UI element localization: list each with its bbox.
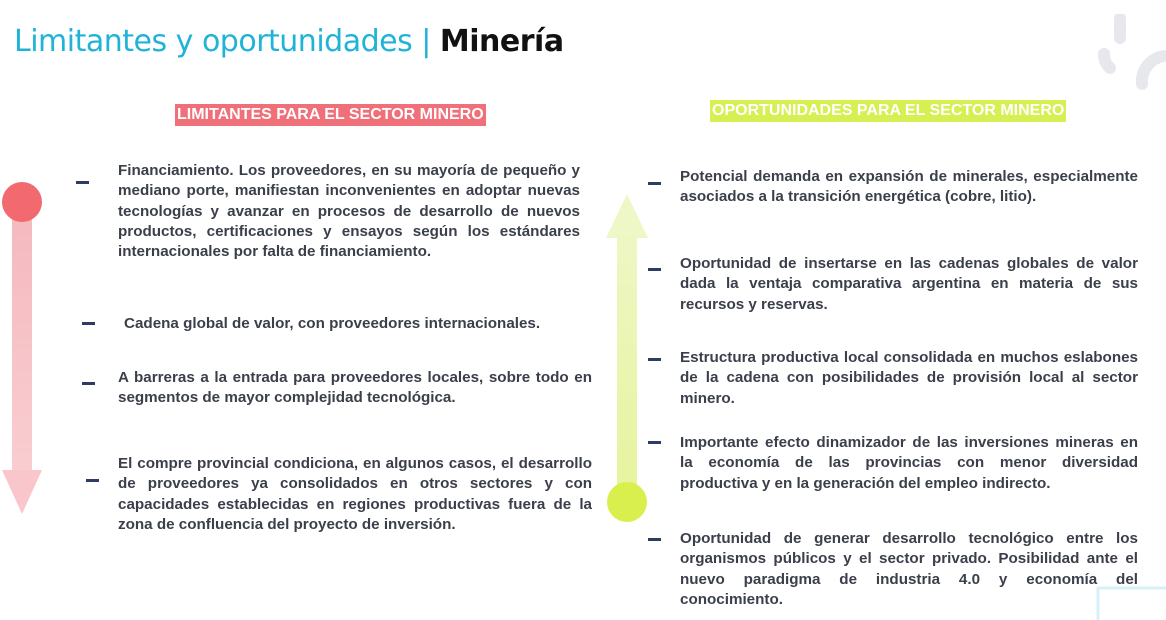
limitante-item: A barreras a la entrada para proveedores locales, sobre todo en segmentos de mayor complejidad tecnológica. [118, 369, 592, 407]
bullet-dash [82, 382, 95, 385]
bullet-dash [648, 268, 661, 271]
bullet-dash [86, 479, 99, 482]
limitante-item: Financiamiento. Los proveedores, en su mayoría de pequeño y mediano porte, manifiestan inconvenientes en adoptar nuevas tecnologías y avanzar en procesos de desarrollo de nuevos productos, certificaciones y ensayos según los estándares internacionales por falta de financiamiento. [118, 162, 580, 261]
bullet-dash [648, 358, 661, 361]
oportunidad-item: Oportunidad de generar desarrollo tecnológico entre los organismos públicos y el sector privado. Posibilidad ante el nuevo paradigma de industria 4.0 y economía del conocimiento. [680, 530, 1138, 608]
oportunidad-item: Estructura productiva local consolidada en muchos eslabones de la cadena con posibilidades de provisión local al sector minero. [680, 349, 1138, 407]
oportunidad-item: Oportunidad de insertarse en las cadenas globales de valor dada la ventaja comparativa argentina en materia de sus recursos y reservas. [680, 255, 1138, 313]
oportunidad-item: Potencial demanda en expansión de minerales, especialmente asociados a la transición energética (cobre, litio). [680, 168, 1138, 206]
bullet-dash [82, 322, 95, 325]
brand-logo-icon [1096, 14, 1166, 104]
limitante-item: Cadena global de valor, con proveedores internacionales. [124, 315, 541, 332]
oportunidades-header: OPORTUNIDADES PARA EL SECTOR MINERO [710, 100, 1066, 122]
bullet-dash [648, 441, 661, 444]
up-arrow-icon [604, 192, 650, 524]
limitante-item: El compre provincial condiciona, en algunos casos, el desarrollo de proveedores ya consolidados en otros sectores y con capacidades establecidas en regiones productivas fuera de la zona de confluencia del proyecto de inversión. [118, 455, 592, 533]
oportunidad-item: Importante efecto dinamizador de las inversiones mineras en la economía de las provincias con menor diversidad productiva y en la generación del empleo indirecto. [680, 434, 1138, 492]
bullet-dash [648, 538, 661, 541]
bullet-dash [76, 181, 89, 184]
title-strong: Minería [439, 24, 564, 59]
page-title [14, 24, 564, 59]
title-light: Limitantes y oportunidades [14, 24, 413, 59]
title-separator: | [412, 24, 440, 59]
limitantes-header: LIMITANTES PARA EL SECTOR MINERO [175, 104, 486, 126]
down-arrow-icon [0, 180, 44, 516]
bullet-dash [648, 182, 661, 185]
